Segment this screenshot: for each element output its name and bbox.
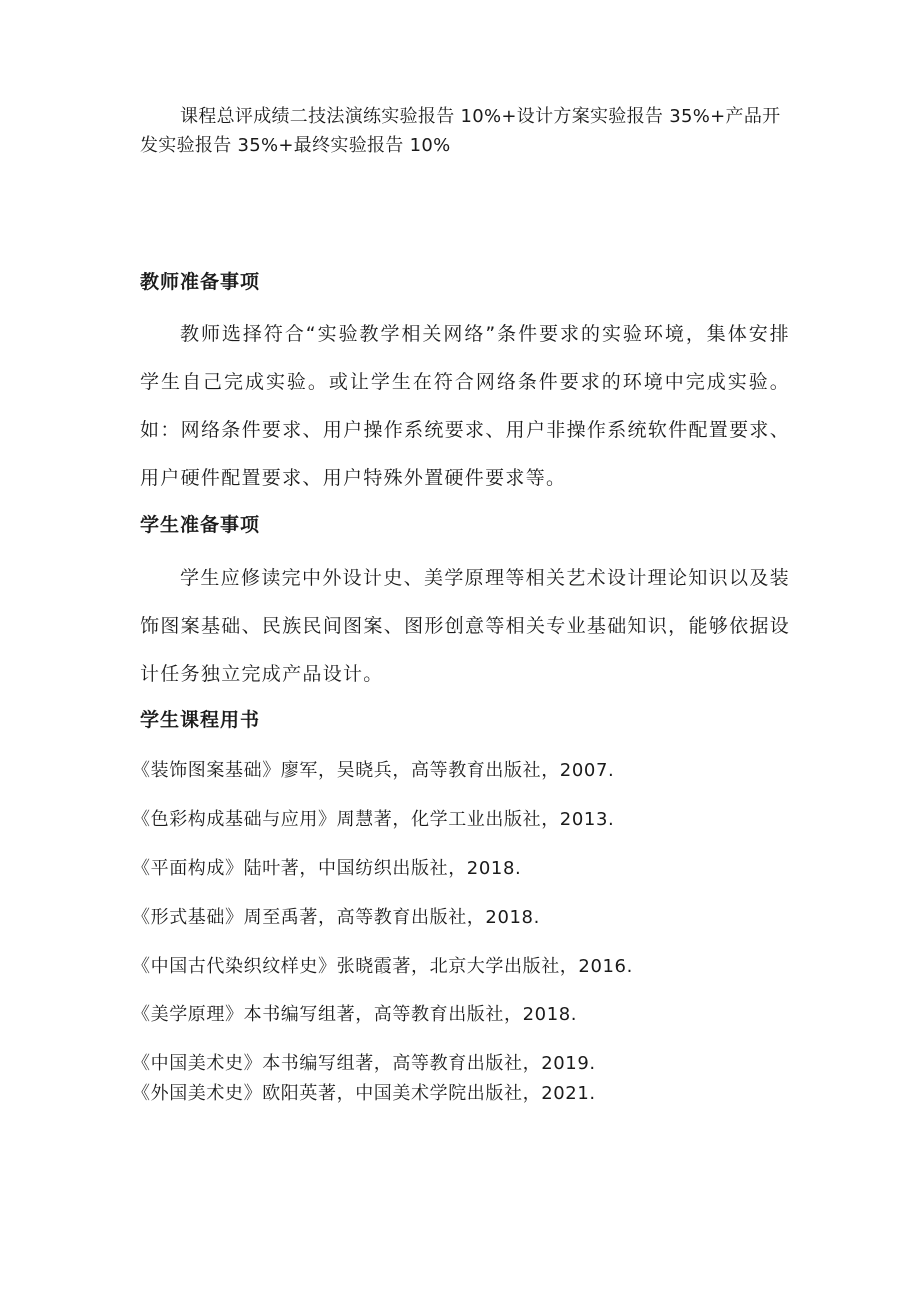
- book-item: 《色彩构成基础与应用》周慧著，化学工业出版社，2013.: [132, 809, 615, 830]
- book-item: 《中国美术史》本书编写组著，高等教育出版社，2019.: [132, 1053, 596, 1074]
- book-item: 《形式基础》周至禹著，高等教育出版社，2018.: [132, 907, 540, 928]
- grade-composition-text: 课程总评成绩二技法演练实验报告 10%+设计方案实验报告 35%+产品开发实验报告 35%+最终实验报告 10%: [140, 106, 781, 156]
- teacher-prep-body: 教师选择符合“实验教学相关网络”条件要求的实验环境，集体安排学生自己完成实验。或让学生在符合网络条件要求的环境中完成实验。如：网络条件要求、用户操作系统要求、用户非操作系统软件配置要求、用户硬件配置要求、用户特殊外置硬件要求等。: [140, 323, 790, 489]
- student-prep-heading: 学生准备事项: [140, 514, 261, 536]
- course-books-heading: 学生课程用书: [140, 709, 261, 731]
- book-item: 《美学原理》本书编写组著，高等教育出版社，2018.: [132, 1004, 578, 1025]
- book-item: 《外国美术史》欧阳英著，中国美术学院出版社，2021.: [132, 1083, 596, 1104]
- book-item: 《中国古代染织纹样史》张晓霞著，北京大学出版社，2016.: [132, 956, 633, 977]
- student-prep-body: 学生应修读完中外设计史、美学原理等相关艺术设计理论知识以及装饰图案基础、民族民间图案、图形创意等相关专业基础知识，能够依据设计任务独立完成产品设计。: [140, 567, 790, 685]
- teacher-prep-heading: 教师准备事项: [140, 271, 261, 293]
- book-item: 《装饰图案基础》廖军，吴晓兵，高等教育出版社，2007.: [132, 760, 615, 781]
- book-item: 《平面构成》陆叶著，中国纺织出版社，2018.: [132, 858, 522, 879]
